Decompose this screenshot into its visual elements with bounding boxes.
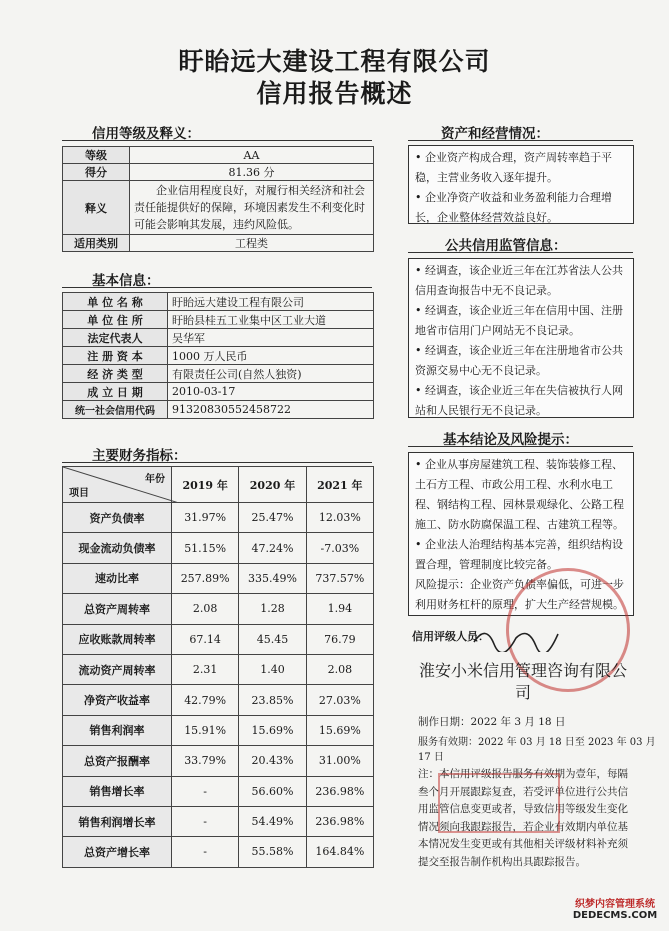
- metric-name: 流动资产周转率: [63, 654, 172, 684]
- corner-item-label: 项目: [69, 488, 89, 499]
- metric-value: 1.28: [239, 594, 306, 624]
- metric-name: 资产负债率: [63, 503, 172, 533]
- metric-value: 2.08: [306, 654, 373, 684]
- basic-label: 法定代表人: [63, 329, 168, 347]
- basic-value: 91320830552458722: [168, 401, 374, 419]
- finance-row: [63, 624, 374, 654]
- risk-note: 风险提示：企业资产负债率偏低，可进一步利用财务杠杆的原理，扩大生产经营规模。: [415, 578, 624, 611]
- metric-value: 15.91%: [172, 715, 239, 745]
- metric-name: 总资产报酬率: [63, 746, 172, 776]
- metric-value: 76.79: [306, 624, 373, 654]
- metric-value: 236.98%: [306, 776, 373, 806]
- metric-value: 31.97%: [172, 503, 239, 533]
- metric-value: 236.98%: [306, 806, 373, 836]
- year-header: 2019 年: [172, 467, 239, 503]
- assets-heading: 资产和经营情况：: [441, 126, 549, 142]
- category-label: 适用类别: [63, 235, 130, 252]
- assets-rule: [408, 140, 633, 141]
- finance-row: [63, 715, 374, 745]
- basic-label: 单 位 名 称: [63, 293, 168, 311]
- score-value: 81.36 分: [130, 164, 374, 181]
- metric-value: 27.03%: [306, 685, 373, 715]
- metric-value: 2.31: [172, 654, 239, 684]
- rater-label: 信用评级人员：: [412, 630, 489, 643]
- supervision-box: [408, 258, 634, 418]
- supervision-item: • 经调查，该企业近三年在江苏省法人公共信用查询报告中无不良记录。: [415, 264, 623, 297]
- metric-value: 15.69%: [239, 715, 306, 745]
- metric-name: 总资产增长率: [63, 837, 172, 867]
- basic-value: 盱眙县桂五工业集中区工业大道: [168, 311, 374, 329]
- definition-value: 企业信用程度良好，对履行相关经济和社会责任能提供好的保障，环境因素发生不利变化时可能会影响其发展，违约风险低。: [130, 181, 374, 235]
- metric-value: 164.84%: [306, 837, 373, 867]
- metric-name: 净资产收益率: [63, 685, 172, 715]
- metric-value: 1.40: [239, 654, 306, 684]
- rating-rule: [62, 140, 372, 141]
- metric-value: 42.79%: [172, 685, 239, 715]
- red-stamp: [438, 773, 560, 833]
- footnote: 注：本信用评级报告服务有效期为壹年，每隔叁个月开展跟踪复查，若受评单位进行公共信用监管信息变更或者，导致信用等级发生变化情况须向我跟踪报告，若企业有效期内单位基本情况发生变更或有其他相关评级材料补充须提交至报告制作机构出具跟踪报告。: [418, 768, 628, 868]
- service-period: 服务有效期：2022 年 03 月 18 日至 2023 年 03 月 17 日: [418, 737, 656, 763]
- metric-value: -7.03%: [306, 533, 373, 563]
- finance-heading: 主要财务指标：: [92, 448, 187, 464]
- metric-value: 257.89%: [172, 563, 239, 593]
- metric-value: 737.57%: [306, 563, 373, 593]
- supervision-item: • 经调查，该企业近三年在注册地省市公共资源交易中心无不良记录。: [415, 344, 623, 377]
- finance-row: [63, 837, 374, 867]
- metric-name: 速动比率: [63, 563, 172, 593]
- finance-row: [63, 533, 374, 563]
- rating-label: 等级: [63, 147, 130, 164]
- conclusion-rule: [408, 446, 633, 447]
- score-label: 得分: [63, 164, 130, 181]
- basic-label: 单 位 住 所: [63, 311, 168, 329]
- metric-value: 55.58%: [239, 837, 306, 867]
- assets-box: [408, 145, 634, 224]
- assets-item: • 企业净资产收益和业务盈利能力合理增长，企业整体经营效益良好。: [415, 191, 612, 224]
- basic-value: 有限责任公司(自然人独资): [168, 365, 374, 383]
- basic-value: 1000 万人民币: [168, 347, 374, 365]
- finance-corner-cell: [63, 467, 172, 503]
- finance-row: [63, 563, 374, 593]
- finance-row: [63, 685, 374, 715]
- basic-label: 注 册 资 本: [63, 347, 168, 365]
- made-date: 制作日期：2022 年 3 月 18 日: [418, 716, 566, 728]
- finance-row: [63, 806, 374, 836]
- watermark: [563, 895, 667, 921]
- rating-table: [62, 146, 374, 252]
- metric-value: 20.43%: [239, 746, 306, 776]
- finance-table: [62, 466, 374, 868]
- watermark-line2: DEDECMS.COM: [572, 910, 658, 921]
- basic-value: 2010-03-17: [168, 383, 374, 401]
- company-title: 盱眙远大建设工程有限公司: [178, 47, 491, 76]
- metric-value: -: [172, 806, 239, 836]
- finance-rule: [62, 462, 372, 463]
- metric-value: 51.15%: [172, 533, 239, 563]
- metric-name: 销售利润率: [63, 715, 172, 745]
- metric-value: 1.94: [306, 594, 373, 624]
- metric-value: 47.24%: [239, 533, 306, 563]
- finance-row: [63, 594, 374, 624]
- basic-table: [62, 292, 374, 419]
- metric-value: 25.47%: [239, 503, 306, 533]
- basic-label: 统一社会信用代码: [63, 401, 168, 419]
- conclusion-item: • 企业法人治理结构基本完善，组织结构设置合理，管理制度比较完备。: [415, 538, 623, 571]
- metric-value: 15.69%: [306, 715, 373, 745]
- finance-row: [63, 503, 374, 533]
- basic-rule: [62, 287, 372, 288]
- finance-row: [63, 776, 374, 806]
- supervision-item: • 经调查，该企业近三年在失信被执行人网站和人民银行无不良记录。: [415, 384, 623, 417]
- supervision-rule: [408, 252, 633, 253]
- finance-row: [63, 746, 374, 776]
- conclusion-item: • 企业从事房屋建筑工程、装饰装修工程、土石方工程、市政公用工程、水利水电工程、钢结构工程、园林景观绿化、公路工程施工、防水防腐保温工程、古建筑工程等。: [415, 458, 624, 531]
- rating-heading: 信用等级及释义：: [92, 126, 200, 142]
- report-title: 信用报告概述: [256, 79, 413, 108]
- metric-value: 335.49%: [239, 563, 306, 593]
- basic-value: 吴华军: [168, 329, 374, 347]
- metric-value: 45.45: [239, 624, 306, 654]
- metric-name: 现金流动负债率: [63, 533, 172, 563]
- watermark-line1: 织梦内容管理系统: [575, 899, 655, 910]
- corner-year-label: 年份: [145, 474, 165, 485]
- metric-value: 23.85%: [239, 685, 306, 715]
- metric-value: 2.08: [172, 594, 239, 624]
- finance-row: [63, 654, 374, 684]
- year-header: 2021 年: [306, 467, 373, 503]
- finance-rows: [63, 503, 374, 868]
- metric-value: 54.49%: [239, 806, 306, 836]
- rating-value: AA: [130, 147, 374, 164]
- metric-value: -: [172, 776, 239, 806]
- metric-value: 31.00%: [306, 746, 373, 776]
- supervision-heading: 公共信用监管信息：: [445, 238, 567, 254]
- supervision-item: • 经调查，该企业近三年在信用中国、注册地省市信用门户网站无不良记录。: [415, 304, 623, 337]
- metric-name: 应收账款周转率: [63, 624, 172, 654]
- issuer-company: 淮安小米信用管理咨询有限公司: [418, 661, 627, 702]
- metric-value: 33.79%: [172, 746, 239, 776]
- category-value: 工程类: [130, 235, 374, 252]
- assets-item: • 企业资产构成合理，资产周转率趋于平稳，主营业务收入逐年提升。: [415, 151, 612, 184]
- metric-value: 12.03%: [306, 503, 373, 533]
- definition-label: 释义: [63, 181, 130, 235]
- metric-name: 销售利润增长率: [63, 806, 172, 836]
- metric-value: 56.60%: [239, 776, 306, 806]
- year-header: 2020 年: [239, 467, 306, 503]
- metric-name: 总资产周转率: [63, 594, 172, 624]
- basic-label: 经 济 类 型: [63, 365, 168, 383]
- basic-heading: 基本信息：: [92, 273, 160, 289]
- metric-name: 销售增长率: [63, 776, 172, 806]
- metric-value: -: [172, 837, 239, 867]
- basic-value: 盱眙远大建设工程有限公司: [168, 293, 374, 311]
- metric-value: 67.14: [172, 624, 239, 654]
- conclusion-heading: 基本结论及风险提示：: [443, 432, 578, 448]
- basic-label: 成 立 日 期: [63, 383, 168, 401]
